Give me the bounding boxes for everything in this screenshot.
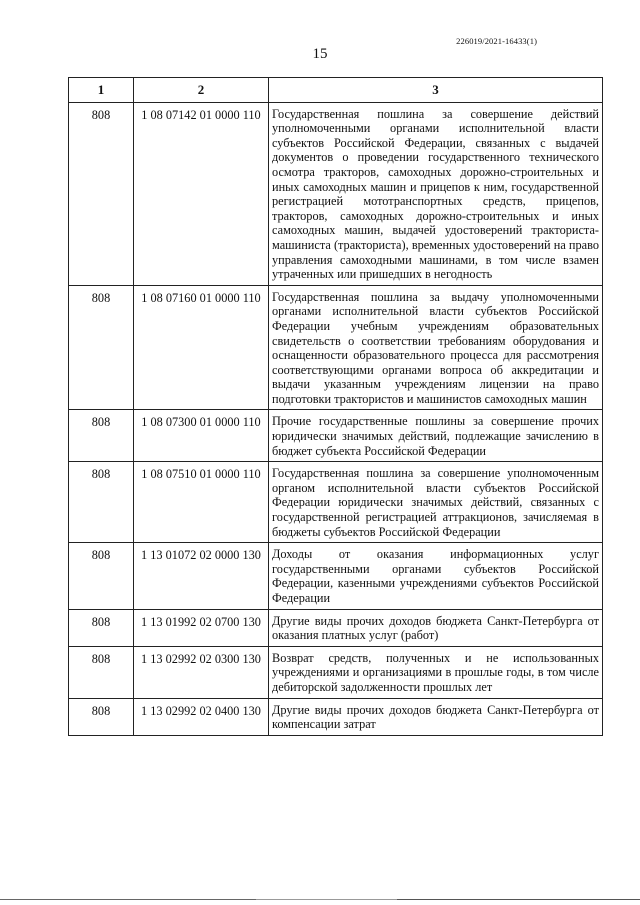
table-row [69, 410, 603, 462]
budget-classification-code-cell: 1 08 07142 01 0000 110 [134, 102, 269, 285]
revenue-description-cell: Прочие государственные пошлины за совершение прочих юридически значимых действий, подлежащие зачислению в бюджет субъекта Российской Федерации [269, 410, 603, 462]
table-row [69, 698, 603, 735]
admin-code-cell: 808 [69, 543, 134, 609]
budget-classification-code-cell: 1 13 02992 02 0400 130 [134, 698, 269, 735]
revenue-description-cell: Возврат средств, полученных и не использованных учреждениями и организациями в прошлые годы, в том числе дебиторской задолженности прошлых лет [269, 646, 603, 698]
admin-code-cell: 808 [69, 462, 134, 543]
revenue-description-cell: Другие виды прочих доходов бюджета Санкт-Петербурга от компенсации затрат [269, 698, 603, 735]
admin-code-cell: 808 [69, 285, 134, 410]
table-row [69, 609, 603, 646]
table-row [69, 543, 603, 609]
budget-classification-code-cell: 1 13 02992 02 0300 130 [134, 646, 269, 698]
table-row [69, 102, 603, 285]
revenue-codes-table [68, 77, 603, 736]
revenue-description-cell: Доходы от оказания информационных услуг государственными органами субъектов Российской Федерации, казенными учреждениями субъектов Российской Федерации [269, 543, 603, 609]
table-row [69, 646, 603, 698]
table-row [69, 285, 603, 410]
budget-classification-code-cell: 1 13 01992 02 0700 130 [134, 609, 269, 646]
admin-code-cell: 808 [69, 102, 134, 285]
document-id: 226019/2021-16433(1) [456, 36, 537, 46]
revenue-description-cell: Государственная пошлина за совершение действий уполномоченными органами исполнительной власти субъектов Российской Федерации, связанных с выдачей документов о проведении государственного технического осмотра тракторов, самоходных дорожно-строительных и иных самоходных машин и прицепов к ним, государственной регистрацией мототранспортных средств, прицепов, тракторов, самоходных дорожно-строительных и иных самоходных машин, выдачей удостоверений тракториста-машиниста (тракториста), временных удостоверений на право управления самоходными машинами, в том числе взамен утраченных или пришедших в негодность [269, 102, 603, 285]
admin-code-cell: 808 [69, 646, 134, 698]
column-header-1: 1 [69, 78, 134, 103]
budget-classification-code-cell: 1 08 07300 01 0000 110 [134, 410, 269, 462]
revenue-description-cell: Другие виды прочих доходов бюджета Санкт-Петербурга от оказания платных услуг (работ) [269, 609, 603, 646]
column-header-3: 3 [269, 78, 603, 103]
admin-code-cell: 808 [69, 410, 134, 462]
budget-classification-code-cell: 1 08 07160 01 0000 110 [134, 285, 269, 410]
admin-code-cell: 808 [69, 698, 134, 735]
budget-classification-code-cell: 1 08 07510 01 0000 110 [134, 462, 269, 543]
table-row [69, 462, 603, 543]
admin-code-cell: 808 [69, 609, 134, 646]
revenue-description-cell: Государственная пошлина за совершение уполномоченным органом исполнительной власти субъектов Российской Федерации юридически значимых действий, связанных с государственной регистрацией аттракционов, зачисляемая в бюджеты субъектов Российской Федерации [269, 462, 603, 543]
budget-classification-code-cell: 1 13 01072 02 0000 130 [134, 543, 269, 609]
column-header-2: 2 [134, 78, 269, 103]
page-number: 15 [312, 46, 328, 62]
scan-edge-line [0, 899, 640, 900]
revenue-description-cell: Государственная пошлина за выдачу уполномоченными органами исполнительной власти субъектов Российской Федерации учебным учреждениям образовательных свидетельств о соответствии требованиям оборудования и оснащенности образовательного процесса для рассмотрения соответствующими органами вопроса об аккредитации и выдачи указанным учреждениям лицензии на право подготовки трактористов и машинистов самоходных машин [269, 285, 603, 410]
table-header-row [69, 78, 603, 103]
